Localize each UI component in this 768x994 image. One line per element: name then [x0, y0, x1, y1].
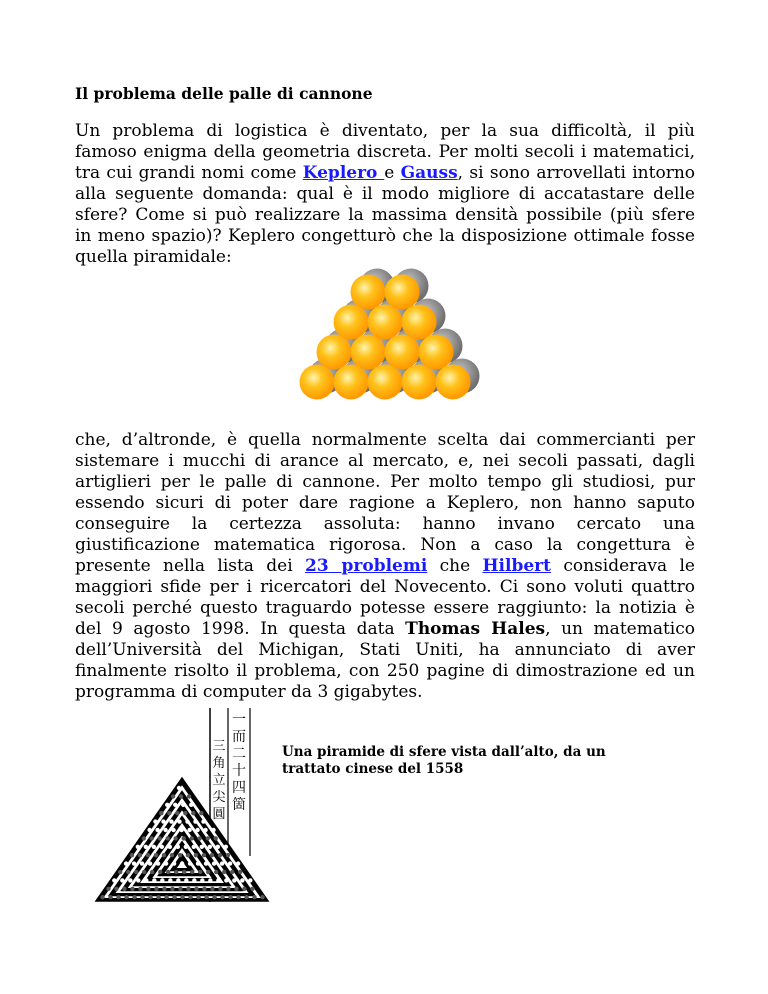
orange-sphere: [351, 275, 386, 310]
pattern-dot: [166, 870, 170, 874]
pattern-dot: [189, 803, 193, 807]
chinese-character: 十: [232, 763, 246, 779]
paragraph-main: [75, 430, 695, 703]
orange-sphere: [385, 275, 420, 310]
text-line: sistemare i mucchi di arance al mercato, e, nei secoli passati, dagli: [75, 451, 695, 471]
pattern-dot: [177, 819, 181, 823]
pattern-dot: [180, 861, 184, 865]
orange-sphere: [300, 365, 335, 400]
text-line: finalmente risolto il problema, con 250 pagine di dimostrazione ed un: [75, 661, 695, 681]
pattern-dot: [136, 878, 140, 882]
orange-sphere: [402, 365, 437, 400]
pattern-dot: [136, 845, 140, 849]
chinese-character: 二: [232, 746, 246, 762]
pattern-dot: [200, 878, 204, 882]
pattern-dot: [150, 870, 154, 874]
pattern-dot: [179, 794, 183, 798]
pattern-dot: [185, 819, 189, 823]
pattern-dot: [138, 853, 142, 857]
pattern-dot: [182, 870, 186, 874]
pattern-dot: [228, 895, 232, 899]
pattern-dot: [202, 853, 206, 857]
pattern-dot: [168, 845, 172, 849]
pattern-dot: [220, 861, 224, 865]
pattern-dot: [188, 861, 192, 865]
pattern-dot: [242, 887, 246, 891]
pattern-dot: [201, 819, 205, 823]
pattern-dot: [112, 878, 116, 882]
paragraph-intro: [75, 121, 695, 268]
orange-sphere: [334, 365, 369, 400]
pattern-dot: [220, 895, 224, 899]
link-23-problemi[interactable]: 23 problemi: [305, 556, 428, 576]
pattern-dot: [165, 803, 169, 807]
orange-sphere: [436, 365, 471, 400]
pattern-dot: [179, 828, 183, 832]
chinese-character: 尖: [212, 790, 226, 805]
pattern-dot: [214, 870, 218, 874]
pattern-dot: [236, 895, 240, 899]
pattern-dot: [244, 895, 248, 899]
pattern-dot: [148, 895, 152, 899]
pattern-dot: [142, 870, 146, 874]
text-line: alla seguente domanda: qual è il modo migliore di accatastare delle: [75, 184, 695, 204]
pattern-dot: [154, 853, 158, 857]
chinese-character: 四: [232, 780, 246, 796]
pattern-dot: [159, 811, 163, 815]
chinese-character: 角: [212, 756, 226, 771]
pattern-dot: [160, 878, 164, 882]
pattern-dot: [211, 828, 215, 832]
pattern-dot: [156, 895, 160, 899]
pattern-dot: [146, 853, 150, 857]
pattern-dot: [192, 845, 196, 849]
pattern-dot: [194, 853, 198, 857]
pattern-dot: [250, 887, 254, 891]
pattern-dot: [118, 870, 122, 874]
pattern-dot: [188, 895, 192, 899]
pattern-dot: [140, 861, 144, 865]
pattern-dot: [199, 811, 203, 815]
pattern-dot: [100, 895, 104, 899]
pattern-dot: [126, 870, 130, 874]
pattern-dot: [168, 878, 172, 882]
pattern-dot: [174, 870, 178, 874]
chinese-treatise-pyramid-illustration: [90, 706, 270, 906]
pattern-dot: [200, 845, 204, 849]
pattern-dot: [224, 845, 228, 849]
text-line: maggiori sfide per i ricercatori del Novecento. Ci sono voluti quattro: [75, 577, 695, 597]
pattern-dot: [114, 887, 118, 891]
pattern-dot: [210, 853, 214, 857]
text-line: in meno spazio)? Keplero congetturò che la disposizione ottimale fosse: [75, 226, 695, 246]
pattern-dot: [193, 819, 197, 823]
pattern-dot: [175, 811, 179, 815]
pattern-dot: [162, 887, 166, 891]
pattern-dot: [186, 887, 190, 891]
pattern-dot: [216, 878, 220, 882]
pattern-dot: [238, 870, 242, 874]
pattern-dot: [202, 887, 206, 891]
pattern-dot: [134, 870, 138, 874]
pattern-dot: [236, 861, 240, 865]
pattern-dot: [194, 887, 198, 891]
page-title: Il problema delle palle di cannone: [75, 84, 373, 103]
pattern-dot: [171, 828, 175, 832]
pattern-dot: [158, 870, 162, 874]
pattern-dot: [196, 861, 200, 865]
pattern-dot: [152, 845, 156, 849]
pattern-dot: [177, 786, 181, 790]
pattern-dot: [172, 895, 176, 899]
pattern-dot: [180, 895, 184, 899]
pattern-dot: [142, 836, 146, 840]
pattern-dot: [132, 895, 136, 899]
text-line: del 9 agosto 1998. In questa data Thomas Hales, un matematico: [75, 619, 695, 639]
pattern-dot: [192, 878, 196, 882]
pattern-dot: [212, 861, 216, 865]
pattern-dot: [184, 878, 188, 882]
text-line: che, d’altronde, è quella normalmente scelta dai commercianti per: [75, 430, 695, 450]
pattern-dot: [182, 836, 186, 840]
image-caption: Una piramide di sfere vista dall’alto, da un trattato cinese del 1558: [282, 744, 606, 777]
pattern-dot: [166, 836, 170, 840]
text-line: conseguire la certezza assoluta: hanno invano cercato una: [75, 514, 695, 534]
pattern-dot: [260, 895, 264, 899]
pattern-dot: [138, 887, 142, 891]
pattern-dot: [167, 811, 171, 815]
pattern-dot: [172, 861, 176, 865]
pattern-dot: [195, 828, 199, 832]
pattern-dot: [146, 887, 150, 891]
pattern-dot: [222, 870, 226, 874]
pattern-dot: [108, 895, 112, 899]
text-line: giustificazione matematica rigorosa. Non a caso la congettura è: [75, 535, 695, 555]
pattern-dot: [116, 895, 120, 899]
pattern-dot: [191, 811, 195, 815]
text-line: presente nella lista dei 23 problemi che Hilbert considerava le: [75, 556, 695, 576]
pattern-dot: [120, 878, 124, 882]
sphere-pyramid-illustration: [280, 262, 490, 422]
pattern-dot: [218, 853, 222, 857]
pattern-dot: [252, 895, 256, 899]
pattern-dot: [176, 845, 180, 849]
chinese-character: 箇: [232, 797, 246, 813]
pattern-dot: [164, 861, 168, 865]
pattern-dot: [183, 811, 187, 815]
pattern-dot: [226, 853, 230, 857]
orange-sphere: [368, 365, 403, 400]
pattern-dot: [140, 895, 144, 899]
pattern-dot: [153, 819, 157, 823]
pattern-dot: [232, 878, 236, 882]
pattern-dot: [214, 836, 218, 840]
pattern-dot: [150, 836, 154, 840]
pattern-dot: [212, 895, 216, 899]
pattern-dot: [130, 887, 134, 891]
pattern-dot: [206, 836, 210, 840]
orange-sphere: [351, 335, 386, 370]
pattern-dot: [218, 887, 222, 891]
pattern-dot: [190, 836, 194, 840]
pattern-dot: [216, 845, 220, 849]
link-keplero[interactable]: Keplero: [302, 163, 385, 183]
text-line: artiglieri per le palle di cannone. Per molto tempo gli studiosi, pur: [75, 472, 695, 492]
pattern-dot: [187, 828, 191, 832]
pattern-dot: [176, 878, 180, 882]
pattern-dot: [164, 895, 168, 899]
text-line: programma di computer da 3 gigabytes.: [75, 682, 423, 702]
pattern-dot: [178, 853, 182, 857]
pattern-dot: [170, 853, 174, 857]
pattern-dot: [130, 853, 134, 857]
pattern-dot: [228, 861, 232, 865]
pattern-dot: [160, 845, 164, 849]
pattern-dot: [204, 895, 208, 899]
pattern-dot: [158, 836, 162, 840]
pattern-dot: [163, 828, 167, 832]
pattern-dot: [186, 853, 190, 857]
orange-sphere: [385, 335, 420, 370]
pattern-dot: [198, 870, 202, 874]
pattern-dot: [181, 803, 185, 807]
pattern-dot: [190, 870, 194, 874]
pattern-dot: [161, 819, 165, 823]
pattern-dot: [156, 861, 160, 865]
chinese-character: 而: [232, 729, 246, 745]
pattern-dot: [226, 887, 230, 891]
pattern-dot: [206, 870, 210, 874]
chinese-character: 立: [212, 773, 226, 788]
orange-sphere: [419, 335, 454, 370]
pattern-dot: [147, 828, 151, 832]
link-gauss[interactable]: Gauss: [400, 163, 458, 183]
text-line: secoli perché questo traguardo potesse essere raggiunto: la notizia è: [75, 598, 695, 618]
text-line: essendo sicuri di poter dare ragione a Keplero, non hanno saputo: [75, 493, 695, 513]
chinese-character: 圓: [212, 807, 226, 822]
pattern-dot: [187, 794, 191, 798]
bold-name: Thomas Hales: [405, 619, 546, 639]
pattern-dot: [198, 836, 202, 840]
pattern-dot: [174, 836, 178, 840]
text-line: quella piramidale:: [75, 247, 232, 267]
chinese-character: 一: [232, 712, 246, 728]
pattern-dot: [173, 803, 177, 807]
pattern-dot: [224, 878, 228, 882]
pattern-dot: [178, 887, 182, 891]
pattern-dot: [155, 828, 159, 832]
pattern-dot: [124, 861, 128, 865]
orange-sphere: [334, 305, 369, 340]
pattern-dot: [208, 845, 212, 849]
chinese-character: 三: [212, 739, 226, 754]
pattern-dot: [248, 878, 252, 882]
text-line: tra cui grandi nomi come Keplero e Gauss, si sono arrovellati intorno: [75, 163, 696, 183]
pattern-dot: [132, 861, 136, 865]
pattern-dot: [106, 887, 110, 891]
pattern-dot: [128, 878, 132, 882]
text-line: Un problema di logistica è diventato, per la sua difficoltà, il più: [75, 121, 695, 141]
pattern-dot: [230, 870, 234, 874]
pattern-dot: [144, 878, 148, 882]
pattern-dot: [171, 794, 175, 798]
pattern-dot: [162, 853, 166, 857]
pattern-dot: [122, 887, 126, 891]
pattern-dot: [148, 861, 152, 865]
pattern-dot: [124, 895, 128, 899]
pattern-dot: [203, 828, 207, 832]
pattern-dot: [210, 887, 214, 891]
pattern-dot: [234, 887, 238, 891]
orange-sphere: [317, 335, 352, 370]
text-line: famoso enigma della geometria discreta. Per molti secoli i matematici,: [75, 142, 695, 162]
pattern-dot: [154, 887, 158, 891]
text-line: dell’Università del Michigan, Stati Uniti, ha annunciato di aver: [75, 640, 695, 660]
pattern-dot: [170, 887, 174, 891]
orange-sphere: [402, 305, 437, 340]
pattern-dot: [240, 878, 244, 882]
text-line: sfere? Come si può realizzare la massima densità possibile (più sfere: [75, 205, 695, 225]
pattern-dot: [184, 845, 188, 849]
orange-sphere: [368, 305, 403, 340]
link-hilbert[interactable]: Hilbert: [482, 556, 551, 576]
pattern-dot: [144, 845, 148, 849]
pattern-dot: [196, 895, 200, 899]
pattern-dot: [152, 878, 156, 882]
pattern-dot: [208, 878, 212, 882]
pattern-dot: [169, 819, 173, 823]
pattern-dot: [204, 861, 208, 865]
